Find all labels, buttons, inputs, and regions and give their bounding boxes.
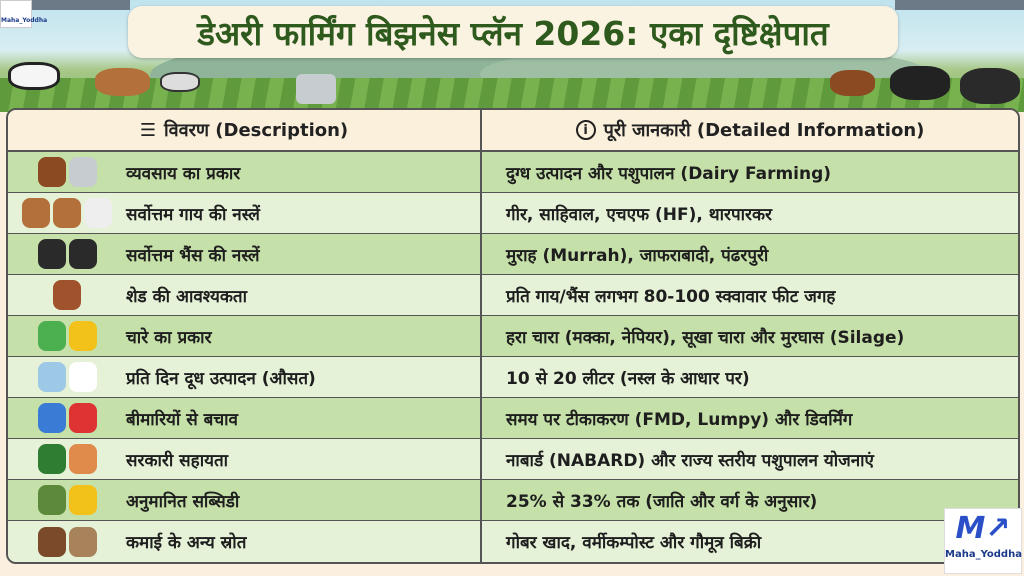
row-description: [8, 521, 482, 562]
row-label: प्रति दिन दूध उत्पादन (औसत): [126, 368, 316, 389]
row-description: [8, 234, 482, 274]
row-value: नाबार्ड (NABARD) और राज्य स्तरीय पशुपालन योजनाएं: [506, 450, 874, 471]
buffalo-icon: [830, 70, 875, 96]
header-description: ☰ विवरण (Description): [8, 110, 482, 150]
buffalo-icon: [960, 68, 1020, 104]
money-bag-percent-icon: [8, 485, 126, 515]
table-row: [8, 275, 1018, 316]
info-icon: i: [576, 120, 596, 140]
cow-milk-can-icon: [8, 157, 126, 187]
header-detailed-info: i पूरी जानकारी (Detailed Information): [482, 110, 1018, 150]
row-label: अनुमानित सब्सिडी: [126, 491, 240, 512]
manure-sack-icon: [8, 527, 126, 557]
row-description: [8, 152, 482, 192]
row-description: [8, 480, 482, 520]
buffaloes-icon: [8, 239, 126, 269]
cow-icon: [8, 62, 60, 90]
row-label: कमाई के अन्य स्रोत: [126, 533, 247, 553]
cow-icon: [160, 72, 200, 92]
row-value: समय पर टीकाकरण (FMD, Lumpy) और डिवर्मिंग: [506, 409, 853, 430]
row-description: [8, 316, 482, 356]
cows-icon: [8, 198, 126, 228]
cow-icon: [95, 68, 150, 96]
list-icon: ☰: [139, 119, 156, 141]
table-row: [8, 480, 1018, 521]
row-value: मुराह (Murrah), जाफराबादी, पंढरपुरी: [506, 245, 769, 266]
table-header: [8, 110, 1018, 152]
row-label: व्यवसाय का प्रकार: [126, 163, 241, 184]
milk-can-icon: [296, 74, 336, 104]
row-description: [8, 193, 482, 233]
milk-bucket-icon: [8, 362, 126, 392]
vaccine-shield-icon: [8, 403, 126, 433]
table-row: [8, 152, 1018, 193]
row-value: गोबर खाद, वर्मीकम्पोस्ट और गौमूत्र बिक्री: [506, 533, 762, 553]
row-label: सर्वोत्तम भैंस की नस्लें: [126, 245, 260, 266]
row-value: दुग्ध उत्पादन और पशुपालन (Dairy Farming): [506, 163, 832, 184]
row-value: हरा चारा (मक्का, नेपियर), सूखा चारा और मुरघास (Silage): [506, 327, 905, 348]
table-row: [8, 316, 1018, 357]
row-description: [8, 398, 482, 438]
brand-logo: M↗ Maha_Yoddha: [944, 508, 1022, 574]
shed-icon: [8, 280, 126, 310]
table-row: [8, 439, 1018, 480]
table-row: [8, 398, 1018, 439]
table-row: [8, 521, 1018, 562]
row-value: 25% से 33% तक (जाति और वर्ग के अनुसार): [506, 491, 818, 512]
fodder-corn-icon: [8, 321, 126, 351]
table-row: [8, 193, 1018, 234]
row-value: प्रति गाय/भैंस लगभग 80-100 स्क्वावार फीट जगह: [506, 286, 836, 307]
row-label: चारे का प्रकार: [126, 327, 212, 348]
row-description: [8, 357, 482, 397]
row-label: शेड की आवश्यकता: [126, 286, 248, 307]
table-row: [8, 234, 1018, 275]
buffalo-icon: [890, 66, 950, 100]
row-label: सर्वोत्तम गाय की नस्लें: [126, 204, 260, 225]
table-row: [8, 357, 1018, 398]
row-description: [8, 275, 482, 315]
row-value: 10 से 20 लीटर (नस्ल के आधार पर): [506, 368, 750, 389]
row-label: बीमारियों से बचाव: [126, 409, 238, 430]
row-description: [8, 439, 482, 479]
info-table: [6, 108, 1020, 564]
row-value: गीर, साहिवाल, एचएफ (HF), थारपारकर: [506, 204, 773, 225]
row-label: सरकारी सहायता: [126, 450, 229, 471]
handshake-icon: [8, 444, 126, 474]
brand-logo-small: Maha_Yoddha: [0, 0, 32, 28]
page-title: डेअरी फार्मिंग बिझनेस प्लॅन 2026: एका दृष्टिक्षेपात: [128, 6, 898, 58]
